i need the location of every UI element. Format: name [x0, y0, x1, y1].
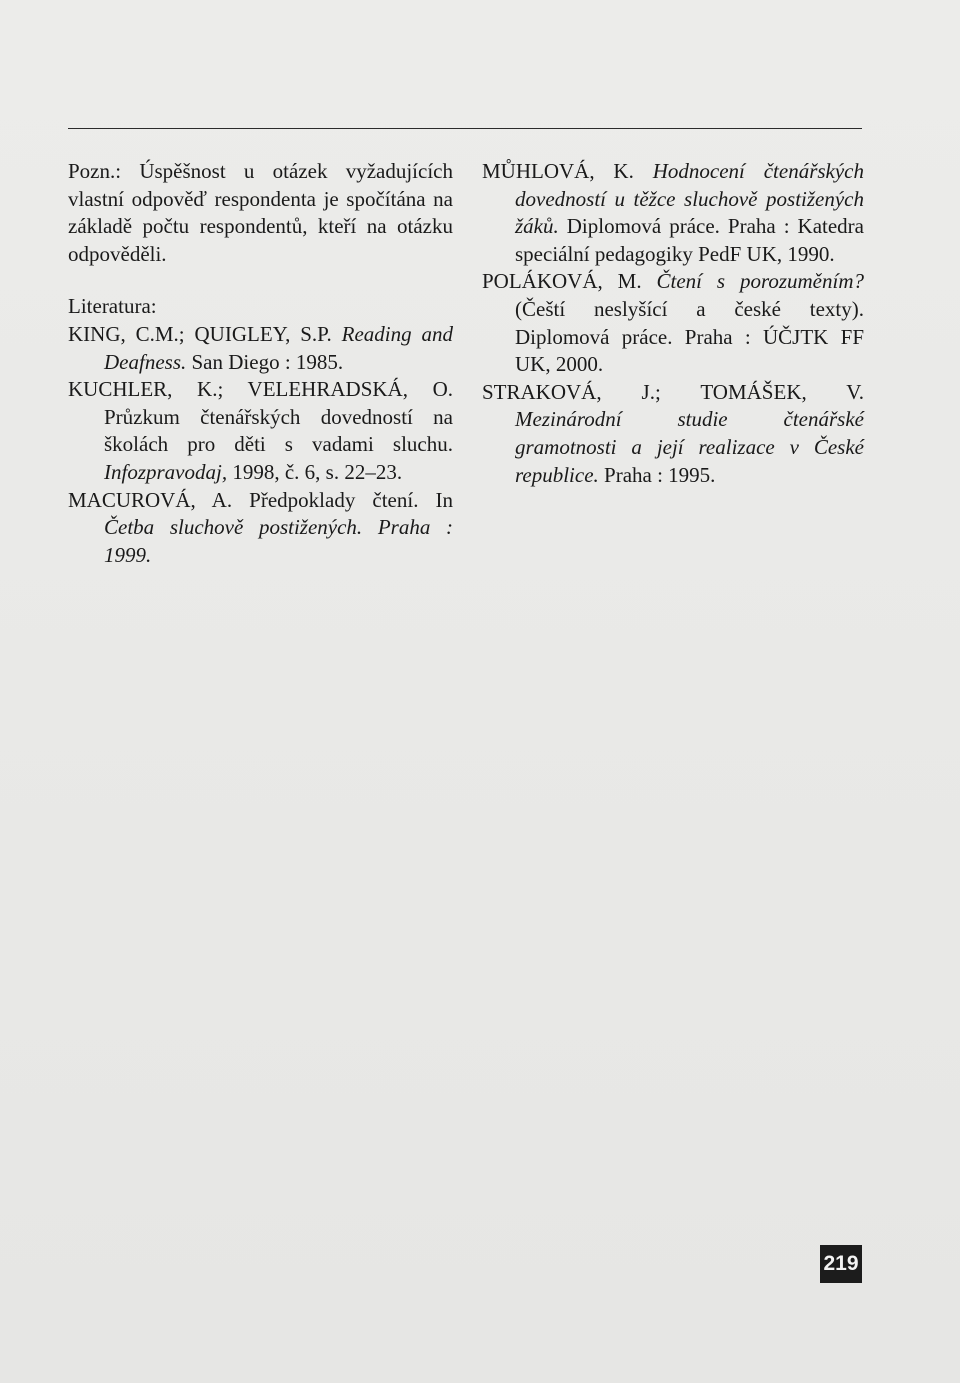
reference-entry: KUCHLER, K.; VELEHRADSKÁ, O. Průzkum čtenářských dovedností na školách pro děti s vadami sluchu. Infozpravodaj, 1998, č. 6, s. 22–23.: [68, 377, 453, 484]
left-column: [68, 158, 453, 569]
note-paragraph: Pozn.: Úspěšnost u otázek vyžadujících vlastní odpověď respondenta je spočítána na základě počtu respondentů, kteří na otázku odpověděli.: [68, 159, 453, 266]
reference-entry: KING, C.M.; QUIGLEY, S.P. Reading and Deafness. San Diego : 1985.: [68, 321, 453, 374]
header-rule: [68, 128, 862, 129]
reference-entry: POLÁKOVÁ, M. Čtení s porozuměním? (Čeští neslyšící a české texty). Diplomová práce. Praha : ÚČJTK FF UK, 2000.: [482, 269, 864, 377]
right-column: [482, 158, 864, 489]
page-number: 219: [820, 1245, 862, 1283]
reference-entry: MACUROVÁ, A. Předpoklady čtení. In Četba sluchově postižených. Praha : 1999.: [68, 487, 454, 567]
reference-entry: STRAKOVÁ, J.; TOMÁŠEK, V. Mezinárodní studie čtenářské gramotnosti a její realizace v České republice. Praha : 1995.: [482, 379, 864, 487]
literature-heading: Literatura:: [68, 294, 157, 319]
reference-entry: MŮHLOVÁ, K. Hodnocení čtenářských dovedností u těžce sluchově postižených žáků. Diplomová práce. Praha : Katedra speciální pedagogiky PedF UK, 1990.: [482, 159, 864, 266]
